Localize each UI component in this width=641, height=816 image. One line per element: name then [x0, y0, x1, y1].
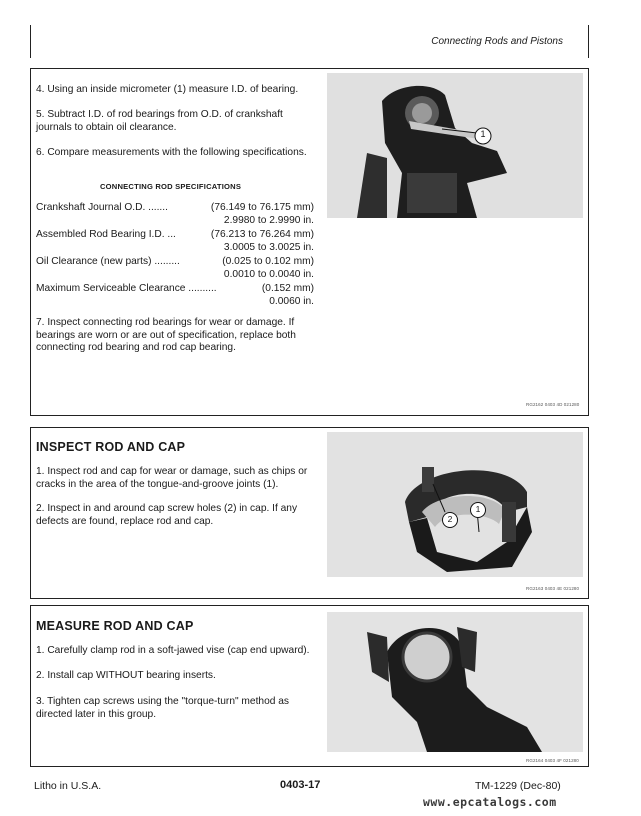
- spec-inch: 0.0010 to 0.0040 in.: [223, 269, 314, 280]
- manual-code: TM-1229 (Dec-80): [475, 780, 561, 792]
- spec-metric: (76.213 to 76.264 mm): [210, 229, 314, 240]
- page-title: Connecting Rods and Pistons: [431, 36, 563, 47]
- spec-metric: (0.025 to 0.102 mm): [222, 256, 314, 267]
- step-2: 2. Install cap WITHOUT bearing inserts.: [36, 670, 216, 681]
- photo-rod-cap: [327, 432, 583, 577]
- photo-code: RG2164 0403 4F 021280: [526, 758, 579, 763]
- photo-code: RG2162 0403 4D 021280: [526, 402, 580, 407]
- spec-metric: (76.149 to 76.175 mm): [210, 202, 314, 213]
- callout-number: 1: [475, 504, 481, 514]
- photo-code: RG2163 0403 4E 021280: [526, 586, 580, 591]
- section-heading: MEASURE ROD AND CAP: [36, 619, 194, 633]
- spec-table-title: CONNECTING ROD SPECIFICATIONS: [100, 182, 242, 191]
- step-2: 2. Inspect in and around cap screw holes (2) in cap. If any defects are found, replace rod and cap.: [36, 503, 298, 527]
- spec-metric: (0.152 mm): [261, 283, 314, 294]
- step-5: 5. Subtract I.D. of rod bearings from O.D. of crankshaft journals to obtain oil clearance.: [36, 109, 283, 133]
- step-7: 7. Inspect connecting rod bearings for wear or damage. If bearings are worn or are out of specification, replace both connecting rod bearing and rod cap bearing.: [36, 317, 296, 353]
- footer-litho: Litho in U.S.A.: [34, 780, 102, 792]
- step-1: 1. Inspect rod and cap for wear or damage, such as chips or cracks in the area of the tongue-and-groove joints (1).: [36, 466, 308, 490]
- page-number: 0403-17: [280, 779, 321, 791]
- spec-label: Assembled Rod Bearing I.D. ...: [36, 229, 176, 240]
- step-1: 1. Carefully clamp rod in a soft-jawed vise (cap end upward).: [36, 645, 310, 656]
- spec-label: Crankshaft Journal O.D. .......: [36, 202, 168, 213]
- step-4: 4. Using an inside micrometer (1) measure I.D. of bearing.: [36, 84, 299, 95]
- step-3: 3. Tighten cap screws using the "torque-turn" method as directed later in this group.: [36, 696, 290, 720]
- callout-number: 1: [480, 129, 486, 139]
- spec-inch: 3.0005 to 3.0025 in.: [223, 242, 314, 253]
- photo-micrometer-bearing: [327, 73, 583, 218]
- section-heading: INSPECT ROD AND CAP: [36, 440, 186, 454]
- spec-inch: 2.9980 to 2.9990 in.: [223, 215, 314, 226]
- spec-inch: 0.0060 in.: [269, 296, 314, 307]
- callout-number: 2: [447, 514, 453, 524]
- watermark: www.epcatalogs.com: [423, 795, 557, 809]
- step-6: 6. Compare measurements with the following specifications.: [36, 147, 307, 158]
- spec-label: Oil Clearance (new parts) .........: [36, 256, 180, 267]
- spec-label: Maximum Serviceable Clearance ..........: [36, 283, 217, 294]
- photo-rod-in-vise: [327, 612, 583, 752]
